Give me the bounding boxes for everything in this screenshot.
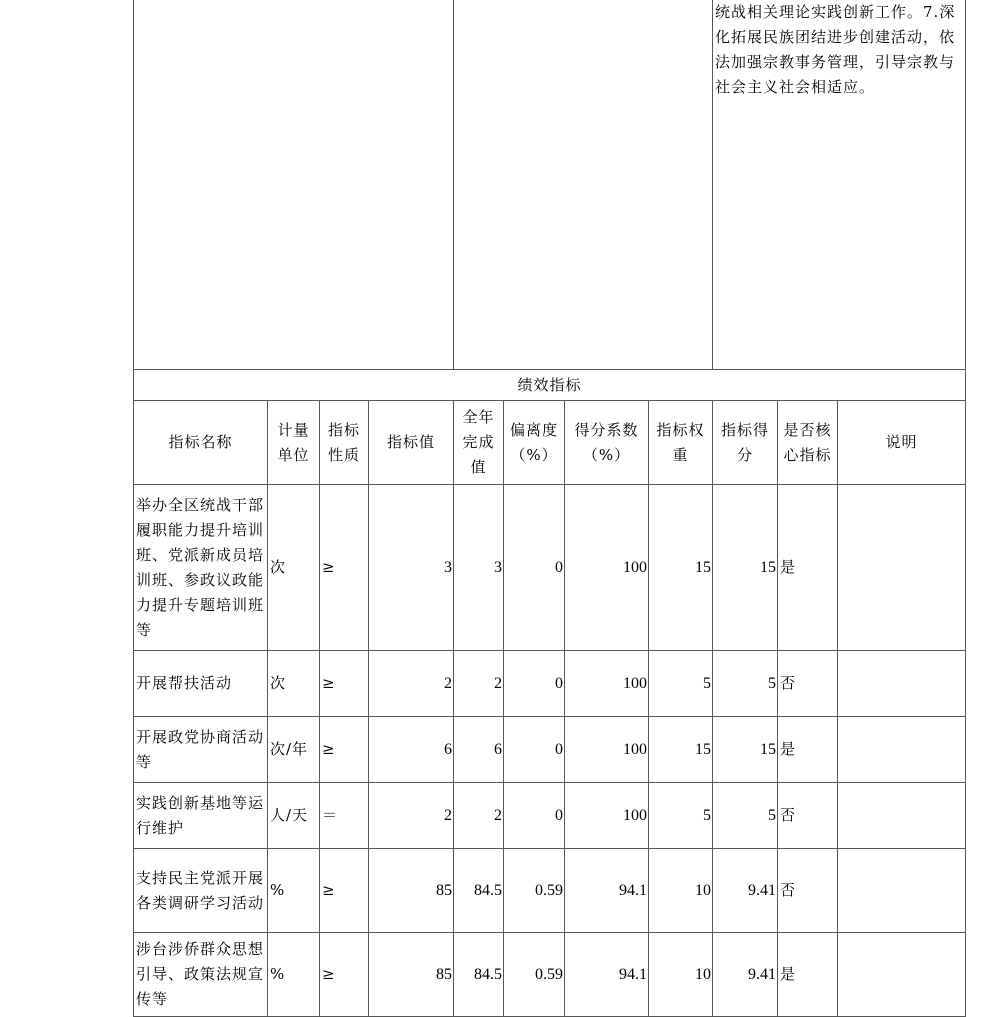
cell-score: 9.41 [713, 849, 778, 933]
cell-score: 15 [713, 717, 778, 783]
cell-core: 是 [778, 485, 838, 651]
cell-target: 2 [369, 651, 454, 717]
cell-weight: 5 [649, 651, 713, 717]
top-cell-2 [454, 0, 713, 370]
cell-target: 2 [369, 783, 454, 849]
header-row [134, 401, 966, 485]
cell-deviation: 0 [504, 783, 565, 849]
table-row [134, 651, 966, 717]
cell-note [838, 849, 966, 933]
cell-core: 否 [778, 651, 838, 717]
cell-deviation: 0 [504, 485, 565, 651]
cell-actual: 84.5 [454, 933, 504, 1017]
cell-score: 15 [713, 485, 778, 651]
cell-score: 5 [713, 783, 778, 849]
header-cell: 计量单位 [268, 401, 320, 485]
cell-coef: 100 [565, 651, 649, 717]
table-row [134, 717, 966, 783]
table-row [134, 933, 966, 1017]
cell-unit: 次 [268, 485, 320, 651]
cell-nature: ＝ [320, 783, 369, 849]
cell-unit: 次/年 [268, 717, 320, 783]
top-row [134, 0, 966, 370]
header-cell: 指标性质 [320, 401, 369, 485]
header-cell: 是否核心指标 [778, 401, 838, 485]
cell-note [838, 717, 966, 783]
cell-note [838, 485, 966, 651]
cell-name: 涉台涉侨群众思想引导、政策法规宣传等 [134, 933, 268, 1017]
table-row [134, 849, 966, 933]
cell-coef: 100 [565, 485, 649, 651]
cell-name: 举办全区统战干部履职能力提升培训班、党派新成员培训班、参政议政能力提升专题培训班等 [134, 485, 268, 651]
header-cell: 得分系数（%） [565, 401, 649, 485]
cell-name: 开展帮扶活动 [134, 651, 268, 717]
cell-target: 3 [369, 485, 454, 651]
cell-actual: 84.5 [454, 849, 504, 933]
cell-weight: 10 [649, 849, 713, 933]
cell-actual: 3 [454, 485, 504, 651]
header-cell: 全年完成值 [454, 401, 504, 485]
cell-weight: 5 [649, 783, 713, 849]
cell-weight: 15 [649, 485, 713, 651]
top-cell-text: 统战相关理论实践创新工作。7.深化拓展民族团结进步创建活动，依法加强宗教事务管理，引导宗教与社会主义社会相适应。 [713, 0, 966, 370]
cell-coef: 94.1 [565, 849, 649, 933]
cell-nature: ≥ [320, 485, 369, 651]
cell-score: 5 [713, 651, 778, 717]
cell-name: 实践创新基地等运行维护 [134, 783, 268, 849]
cell-weight: 15 [649, 717, 713, 783]
cell-core: 否 [778, 849, 838, 933]
cell-name: 支持民主党派开展各类调研学习活动 [134, 849, 268, 933]
cell-nature: ≥ [320, 651, 369, 717]
cell-actual: 6 [454, 717, 504, 783]
cell-unit: % [268, 933, 320, 1017]
cell-target: 6 [369, 717, 454, 783]
cell-score: 9.41 [713, 933, 778, 1017]
cell-coef: 100 [565, 783, 649, 849]
cell-nature: ≥ [320, 933, 369, 1017]
header-cell: 指标权重 [649, 401, 713, 485]
cell-core: 是 [778, 717, 838, 783]
cell-unit: 人/天 [268, 783, 320, 849]
cell-note [838, 933, 966, 1017]
table-row [134, 783, 966, 849]
performance-table [133, 0, 966, 1017]
cell-unit: % [268, 849, 320, 933]
table-row [134, 485, 966, 651]
header-cell: 说明 [838, 401, 966, 485]
section-title: 绩效指标 [134, 370, 966, 401]
cell-nature: ≥ [320, 717, 369, 783]
header-cell: 指标名称 [134, 401, 268, 485]
header-cell: 指标值 [369, 401, 454, 485]
cell-actual: 2 [454, 783, 504, 849]
header-cell: 指标得分 [713, 401, 778, 485]
cell-coef: 100 [565, 717, 649, 783]
cell-weight: 10 [649, 933, 713, 1017]
cell-deviation: 0 [504, 717, 565, 783]
cell-coef: 94.1 [565, 933, 649, 1017]
cell-note [838, 651, 966, 717]
cell-target: 85 [369, 933, 454, 1017]
cell-target: 85 [369, 849, 454, 933]
cell-name: 开展政党协商活动等 [134, 717, 268, 783]
cell-core: 是 [778, 933, 838, 1017]
top-cell-1 [134, 0, 454, 370]
header-cell: 偏离度（%） [504, 401, 565, 485]
cell-deviation: 0.59 [504, 849, 565, 933]
cell-nature: ≥ [320, 849, 369, 933]
cell-deviation: 0 [504, 651, 565, 717]
cell-actual: 2 [454, 651, 504, 717]
cell-core: 否 [778, 783, 838, 849]
cell-unit: 次 [268, 651, 320, 717]
cell-deviation: 0.59 [504, 933, 565, 1017]
cell-note [838, 783, 966, 849]
